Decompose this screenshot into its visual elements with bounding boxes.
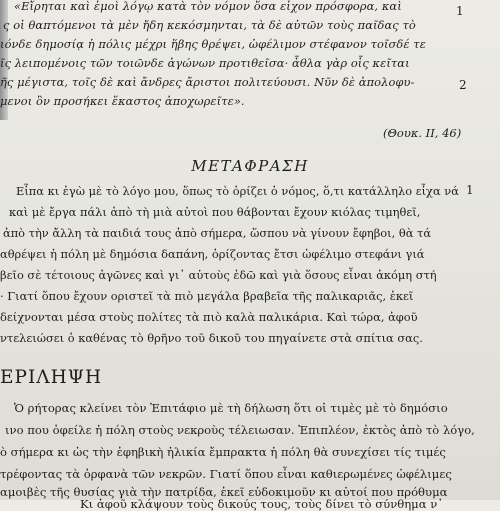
summary-line: Ὁ ρήτορας κλείνει τὸν Ἐπιτάφιο μὲ τὴ δήλωση ὅτι οἱ τιμὲς μὲ τὸ δημόσιο — [14, 401, 448, 415]
summary-line: ὸ σήμερα κι ὡς τὴν ἐφηβικὴ ἡλικία ἔμπρακτα ἡ πόλη θὰ συνεχίσει τίς τιμές — [0, 445, 446, 459]
summary-line: τρέφοντας τὰ ὀρφανὰ τῶν νεκρῶν. Γιατί ὅπου εἶναι καθιερωμένες ὠφέλιμες — [0, 467, 452, 481]
original-line: ιόνδε δημοσίᾳ ἡ πόλις μέχρι ἥβης θρέψει, ὠφέλιμον στέφανον τοῖσδέ τε — [0, 37, 426, 51]
original-line: «Εἴρηται καὶ ἐμοὶ λόγῳ κατὰ τὸν νόμον ὅσα εἶχον πρόσφορα, καὶ — [14, 0, 402, 13]
summary-line: Κι ἀφοῦ κλάψουν τοὺς δικούς τους, τοὺς δίνει τὸ σύνθημα ν᾿ — [80, 497, 444, 511]
translation-line: ντελειώσει ὁ καθένας τὸ θρῆνο τοῦ δικοῦ του πηγαίνετε στὰ σπίτια σας. — [0, 331, 423, 345]
translation-line: ἀπὸ τὴν ἄλλη τὰ παιδιά τους ἀπὸ σήμερα, ὥσπου νὰ γίνουν ἔφηβοι, θὰ τά — [3, 226, 432, 240]
translation-line: · Γιατί ὅπου ἔχουν οριστεῖ τὰ πιὸ μεγάλα βραβεῖα τῆς παλικαριᾶς, ἐκεῖ — [0, 289, 414, 303]
line-number: 1 — [466, 183, 474, 197]
line-number: 1 — [456, 4, 464, 18]
original-line: ῆς μέγιστα, τοῖς δὲ καὶ ἄνδρες ἄριστοι πολιτεύουσι. Νῦν δὲ ἀπολοφυ- — [0, 75, 415, 89]
summary-line: αμοιβὲς τῆς θυσίας γιὰ τὴν πατρίδα, ἐκεῖ εὐδοκιμοῦν κι αὐτοί που πρόθυμα — [0, 485, 448, 499]
source-citation: (Θουκ. ΙΙ, 46) — [383, 126, 462, 140]
original-line: μενοι ὃν προσήκει ἕκαστος ἀποχωρεῖτε». — [0, 94, 245, 108]
summary-title: ΕΡΙΛΗΨΗ — [0, 367, 103, 388]
original-line: ς οἱ θαπτόμενοι τὰ μὲν ἤδη κεκόσμηνται, τὰ δὲ αὐτῶν τοὺς παῖδας τὸ — [3, 18, 416, 32]
translation-line: δείχνονται μέσα στοὺς πολίτες τὰ πιὸ καλὰ παλικάρια. Καὶ τώρα, ἀφοῦ — [0, 310, 418, 324]
line-number: 2 — [459, 78, 467, 92]
summary-line: ινο που ὀφείλε ἡ πόλη στοὺς νεκροὺς τέλειωσαν. Ἐπιπλέον, ἐκτὸς ἀπὸ τὸ λόγο, — [5, 423, 475, 437]
translation-line: αθρέψει ἡ πόλη μὲ δημόσια δαπάνη, ὁρίζοντας ἔτσι ὠφέλιμο στεφάνι γιά — [0, 247, 425, 261]
original-line: ῖς λειπομένοις τῶν τοιῶνδε ἀγώνων προτιθεῖσα· ἆθλα γὰρ οἷς κεῖται — [0, 56, 410, 70]
translation-line: καὶ μὲ ἔργα πάλι ἀπὸ τὴ μιὰ αὐτοὶ που θάβονται ἔχουν κιόλας τιμηθεῖ, — [9, 205, 421, 219]
translation-line: βεῖο σὲ τέτοιους ἀγῶνες καὶ γι᾿ αὐτοὺς ἐδῶ καὶ γιὰ ὅσους εἶναι ἀκόμη στή — [0, 268, 437, 282]
translation-title: ΜΕΤΑΦΡΑΣΗ — [191, 157, 309, 175]
translation-line: Εἶπα κι ἐγὼ μὲ τὸ λόγο μου, ὅπως τὸ ὁρίζει ὁ νόμος, ὅ,τι κατάλληλο εἶχα νά — [16, 184, 459, 198]
